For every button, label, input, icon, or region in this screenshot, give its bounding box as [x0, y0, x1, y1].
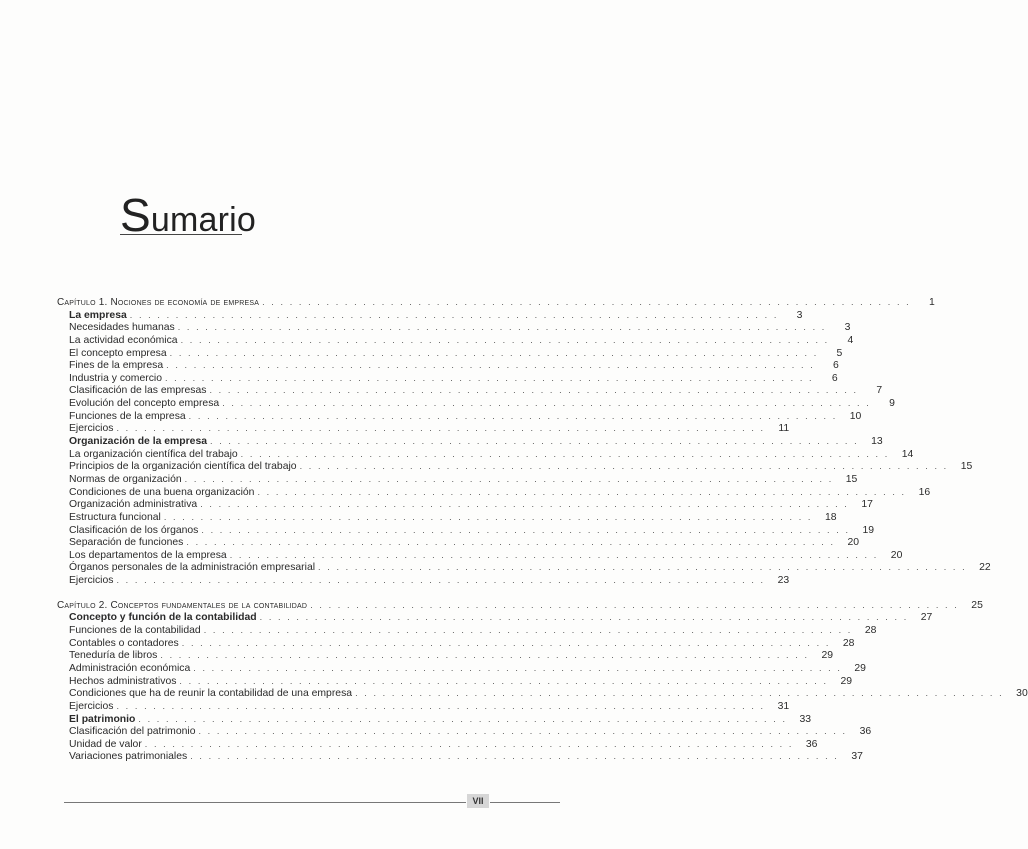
toc-chapter-title: Capítulo 1. Nociones de economía de empresa: [57, 297, 260, 308]
dot-leader: . . . . . . . . . . . . . . . . . . . . . . . . . . . . . . . . . . . . . . . . . . . . . . . . . . . . . . . . . . . . . . . . . . . . . . .: [138, 713, 788, 724]
dot-leader: . . . . . . . . . . . . . . . . . . . . . . . . . . . . . . . . . . . . . . . . . . . . . . . . . . . . . . . . . . . . . . . . . . . . . . .: [222, 398, 871, 409]
toc-entry-title: Evolución del concepto empresa: [69, 398, 220, 410]
dot-leader: . . . . . . . . . . . . . . . . . . . . . . . . . . . . . . . . . . . . . . . . . . . . . . . . . . . . . . . . . . . . . . . . . . . . . . .: [188, 410, 838, 421]
toc-entry: [57, 750, 863, 763]
toc-entry-page: 22: [979, 562, 991, 574]
toc-entry: [57, 662, 866, 675]
toc-entry-title: Contables o contadores: [69, 637, 179, 649]
dot-leader: . . . . . . . . . . . . . . . . . . . . . . . . . . . . . . . . . . . . . . . . . . . . . . . . . . . . . . . . . . . . . . . . . . . . . . .: [198, 726, 848, 737]
toc-entry-title: Organización administrativa: [69, 499, 198, 511]
dot-leader: . . . . . . . . . . . . . . . . . . . . . . . . . . . . . . . . . . . . . . . . . . . . . . . . . . . . . . . . . . . . . . . . . . . . . . .: [257, 486, 907, 497]
toc-entry-title: Ejercicios: [69, 700, 114, 712]
toc-entry-page: 10: [849, 410, 862, 422]
page-number: VII: [467, 794, 489, 808]
toc-section-title: Organización de la empresa: [69, 436, 208, 448]
toc-entry-title: El concepto empresa: [69, 347, 167, 359]
toc-entry: [57, 486, 931, 499]
toc-entry-title: Ejercicios: [69, 575, 114, 587]
toc-entry: [57, 347, 843, 360]
toc-section-page: 13: [871, 436, 883, 448]
dot-leader: . . . . . . . . . . . . . . . . . . . . . . . . . . . . . . . . . . . . . . . . . . . . . . . . . . . . . . . . . . . . . . . . . . . . . . .: [144, 738, 794, 749]
title-initial: S: [120, 189, 151, 241]
toc-entry: [57, 473, 858, 486]
toc-entry-page: 23: [777, 575, 790, 587]
toc-entry-page: 30: [1016, 688, 1028, 700]
toc-entry-title: Los departamentos de la empresa: [69, 549, 227, 561]
dot-leader: . . . . . . . . . . . . . . . . . . . . . . . . . . . . . . . . . . . . . . . . . . . . . . . . . . . . . . . . . . . . . . . . . . . . . . .: [166, 360, 815, 371]
toc-entry-title: Clasificación del patrimonio: [69, 726, 196, 738]
dot-leader: . . . . . . . . . . . . . . . . . . . . . . . . . . . . . . . . . . . . . . . . . . . . . . . . . . . . . . . . . . . . . . . . . . . . . . .: [193, 662, 842, 673]
dot-leader: . . . . . . . . . . . . . . . . . . . . . . . . . . . . . . . . . . . . . . . . . . . . . . . . . . . . . . . . . . . . . . . . . . . . . . .: [262, 297, 911, 307]
toc-entry-title: Condiciones de una buena organización: [69, 486, 255, 498]
toc-entry-page: 6: [831, 372, 838, 384]
toc-section: [57, 713, 812, 726]
toc-entry: [57, 524, 875, 537]
toc-entry-title: Unidad de valor: [69, 738, 142, 750]
toc-entry: [57, 410, 862, 423]
dot-leader: . . . . . . . . . . . . . . . . . . . . . . . . . . . . . . . . . . . . . . . . . . . . . . . . . . . . . . . . . . . . . . . . . . . . . . .: [116, 423, 766, 434]
title-rest: umario: [150, 201, 257, 239]
toc-section-title: Concepto y función de la contabilidad: [69, 612, 257, 624]
toc-entry: [57, 460, 973, 473]
toc-entry: [57, 687, 1028, 700]
toc-section-page: 33: [799, 713, 812, 725]
toc-entry-title: Órganos personales de la administración empresarial: [69, 562, 316, 574]
toc-entry-title: Fines de la empresa: [69, 360, 164, 372]
dot-leader: . . . . . . . . . . . . . . . . . . . . . . . . . . . . . . . . . . . . . . . . . . . . . . . . . . . . . . . . . . . . . . . . . . . . . . .: [129, 309, 779, 320]
toc-entry-page: 14: [901, 448, 914, 460]
table-of-contents: [57, 296, 1028, 763]
toc-entry-title: Teneduría de libros: [69, 650, 158, 662]
dot-leader: . . . . . . . . . . . . . . . . . . . . . . . . . . . . . . . . . . . . . . . . . . . . . . . . . . . . . . . . . . . . . . . . . . . . . . .: [229, 549, 879, 560]
dot-leader: . . . . . . . . . . . . . . . . . . . . . . . . . . . . . . . . . . . . . . . . . . . . . . . . . . . . . . . . . . . . . . . . . . . . . . .: [310, 599, 959, 610]
toc-entry-title: Separación de funciones: [69, 537, 184, 549]
toc-entry-title: Ejercicios: [69, 423, 114, 435]
toc-chapter: [57, 296, 935, 309]
toc-entry-page: 20: [847, 537, 860, 549]
toc-entry: [57, 448, 914, 461]
toc-entry-page: 28: [864, 625, 877, 637]
toc-entry: [57, 511, 837, 524]
toc-section-title: La empresa: [69, 309, 127, 321]
toc-entry-page: 29: [854, 662, 866, 674]
toc-section: [57, 309, 803, 322]
toc-entry-page: 19: [862, 524, 875, 536]
toc-entry-page: 37: [851, 751, 863, 763]
dot-leader: . . . . . . . . . . . . . . . . . . . . . . . . . . . . . . . . . . . . . . . . . . . . . . . . . . . . . . . . . . . . . . . . . . . . . . .: [177, 322, 827, 333]
dot-leader: . . . . . . . . . . . . . . . . . . . . . . . . . . . . . . . . . . . . . . . . . . . . . . . . . . . . . . . . . . . . . . . . . . . . . . .: [209, 385, 859, 396]
dot-leader: . . . . . . . . . . . . . . . . . . . . . . . . . . . . . . . . . . . . . . . . . . . . . . . . . . . . . . . . . . . . . . . . . . . . . . .: [179, 675, 829, 686]
toc-entry-page: 29: [840, 675, 853, 687]
toc-entry-title: Normas de organización: [69, 473, 182, 485]
dot-leader: . . . . . . . . . . . . . . . . . . . . . . . . . . . . . . . . . . . . . . . . . . . . . . . . . . . . . . . . . . . . . . . . . . . . . . .: [164, 372, 814, 383]
toc-entry: [57, 397, 895, 410]
toc-entry-title: Clasificación de los órganos: [69, 524, 199, 536]
toc-entry: [57, 637, 855, 650]
toc-entry: [57, 549, 903, 562]
toc-entry-title: Industria y comercio: [69, 372, 162, 384]
toc-entry-title: Principios de la organización científica del trabajo: [69, 461, 297, 473]
toc-entry-title: La actividad económica: [69, 334, 178, 346]
toc-entry: [57, 372, 838, 385]
toc-entry-page: 28: [842, 637, 855, 649]
dot-leader: . . . . . . . . . . . . . . . . . . . . . . . . . . . . . . . . . . . . . . . . . . . . . . . . . . . . . . . . . . . . . . . . . . . . . . .: [169, 347, 819, 358]
toc-section-page: 27: [920, 612, 933, 624]
toc-section: [57, 611, 933, 624]
toc-entry: [57, 675, 853, 688]
toc-entry-title: Variaciones patrimoniales: [69, 751, 188, 763]
toc-entry: [57, 561, 991, 574]
toc-entry-page: 36: [859, 726, 872, 738]
toc-entry-page: 6: [833, 360, 839, 372]
toc-entry: [57, 334, 854, 347]
dot-leader: . . . . . . . . . . . . . . . . . . . . . . . . . . . . . . . . . . . . . . . . . . . . . . . . . . . . . . . . . . . . . . . . . . . . . . .: [210, 436, 859, 447]
toc-entry: [57, 649, 834, 662]
toc-entry-page: 16: [918, 486, 931, 498]
footer-rule-left: [64, 802, 466, 803]
toc-entry-page: 17: [861, 499, 873, 511]
toc-entry-page: 9: [889, 398, 895, 410]
toc-section-page: 3: [796, 309, 803, 321]
toc-entry-title: Estructura funcional: [69, 511, 161, 523]
dot-leader: . . . . . . . . . . . . . . . . . . . . . . . . . . . . . . . . . . . . . . . . . . . . . . . . . . . . . . . . . . . . . . . . . . . . . . .: [160, 650, 810, 661]
toc-entry: [57, 725, 872, 738]
toc-entry-title: Condiciones que ha de reunir la contabilidad de una empresa: [69, 688, 353, 700]
toc-entry-page: 4: [847, 334, 854, 346]
toc-section-title: El patrimonio: [69, 713, 136, 725]
dot-leader: . . . . . . . . . . . . . . . . . . . . . . . . . . . . . . . . . . . . . . . . . . . . . . . . . . . . . . . . . . . . . . . . . . . . . . .: [201, 524, 851, 535]
toc-entry-title: Funciones de la contabilidad: [69, 625, 201, 637]
toc-entry-title: Hechos administrativos: [69, 675, 177, 687]
toc-chapter-title: Capítulo 2. Conceptos fundamentales de la contabilidad: [57, 599, 308, 611]
toc-entry-title: Necesidades humanas: [69, 322, 175, 334]
footer-rule-right: [490, 802, 560, 803]
dot-leader: . . . . . . . . . . . . . . . . . . . . . . . . . . . . . . . . . . . . . . . . . . . . . . . . . . . . . . . . . . . . . . . . . . . . . . .: [180, 334, 830, 345]
dot-leader: . . . . . . . . . . . . . . . . . . . . . . . . . . . . . . . . . . . . . . . . . . . . . . . . . . . . . . . . . . . . . . . . . . . . . . .: [299, 461, 949, 472]
toc-entry-page: 18: [824, 511, 837, 523]
toc-chapter: [57, 599, 983, 612]
dot-leader: . . . . . . . . . . . . . . . . . . . . . . . . . . . . . . . . . . . . . . . . . . . . . . . . . . . . . . . . . . . . . . . . . . . . . . .: [203, 625, 853, 636]
dot-leader: . . . . . . . . . . . . . . . . . . . . . . . . . . . . . . . . . . . . . . . . . . . . . . . . . . . . . . . . . . . . . . . . . . . . . . .: [240, 448, 890, 459]
toc-entry: [57, 574, 790, 587]
toc-entry-page: 36: [805, 738, 818, 750]
chapter-spacer: [57, 587, 515, 599]
toc-entry-page: 3: [844, 322, 851, 334]
toc-entry: [57, 738, 818, 751]
toc-entry-page: 5: [836, 347, 843, 359]
toc-chapter-page: 1: [928, 297, 935, 308]
toc-section: [57, 435, 883, 448]
toc-entry: [57, 359, 839, 372]
toc-entry-page: 15: [845, 473, 858, 485]
toc-chapter-page: 25: [971, 599, 983, 611]
toc-entry-title: Administración económica: [69, 662, 191, 674]
dot-leader: . . . . . . . . . . . . . . . . . . . . . . . . . . . . . . . . . . . . . . . . . . . . . . . . . . . . . . . . . . . . . . . . . . . . . . .: [355, 688, 1004, 699]
toc-entry-page: 7: [876, 385, 883, 397]
toc-entry: [57, 536, 860, 549]
dot-leader: . . . . . . . . . . . . . . . . . . . . . . . . . . . . . . . . . . . . . . . . . . . . . . . . . . . . . . . . . . . . . . . . . . . . . . .: [184, 473, 834, 484]
toc-entry: [57, 498, 873, 511]
toc-entry: [57, 321, 851, 334]
dot-leader: . . . . . . . . . . . . . . . . . . . . . . . . . . . . . . . . . . . . . . . . . . . . . . . . . . . . . . . . . . . . . . . . . . . . . . .: [186, 537, 836, 548]
toc-entry-title: Clasificación de las empresas: [69, 385, 207, 397]
title-underline: [120, 234, 242, 235]
dot-leader: . . . . . . . . . . . . . . . . . . . . . . . . . . . . . . . . . . . . . . . . . . . . . . . . . . . . . . . . . . . . . . . . . . . . . . .: [181, 637, 831, 648]
dot-leader: . . . . . . . . . . . . . . . . . . . . . . . . . . . . . . . . . . . . . . . . . . . . . . . . . . . . . . . . . . . . . . . . . . . . . . .: [190, 751, 839, 762]
dot-leader: . . . . . . . . . . . . . . . . . . . . . . . . . . . . . . . . . . . . . . . . . . . . . . . . . . . . . . . . . . . . . . . . . . . . . . .: [200, 499, 849, 510]
toc-entry: [57, 700, 790, 713]
dot-leader: . . . . . . . . . . . . . . . . . . . . . . . . . . . . . . . . . . . . . . . . . . . . . . . . . . . . . . . . . . . . . . . . . . . . . . .: [116, 700, 766, 711]
toc-entry-page: 15: [960, 461, 973, 473]
toc-entry: [57, 624, 877, 637]
toc-entry-page: 29: [821, 650, 834, 662]
toc-entry-title: La organización científica del trabajo: [69, 448, 238, 460]
toc-entry-page: 31: [777, 700, 790, 712]
dot-leader: . . . . . . . . . . . . . . . . . . . . . . . . . . . . . . . . . . . . . . . . . . . . . . . . . . . . . . . . . . . . . . . . . . . . . . .: [163, 511, 813, 522]
dot-leader: . . . . . . . . . . . . . . . . . . . . . . . . . . . . . . . . . . . . . . . . . . . . . . . . . . . . . . . . . . . . . . . . . . . . . . .: [116, 575, 766, 586]
toc-entry-page: 20: [890, 549, 903, 561]
dot-leader: . . . . . . . . . . . . . . . . . . . . . . . . . . . . . . . . . . . . . . . . . . . . . . . . . . . . . . . . . . . . . . . . . . . . . . .: [318, 562, 967, 573]
toc-entry: [57, 384, 883, 397]
toc-entry: [57, 422, 790, 435]
toc-entry-page: 11: [778, 423, 790, 435]
toc-entry-title: Funciones de la empresa: [69, 410, 186, 422]
dot-leader: . . . . . . . . . . . . . . . . . . . . . . . . . . . . . . . . . . . . . . . . . . . . . . . . . . . . . . . . . . . . . . . . . . . . . . .: [259, 612, 909, 623]
